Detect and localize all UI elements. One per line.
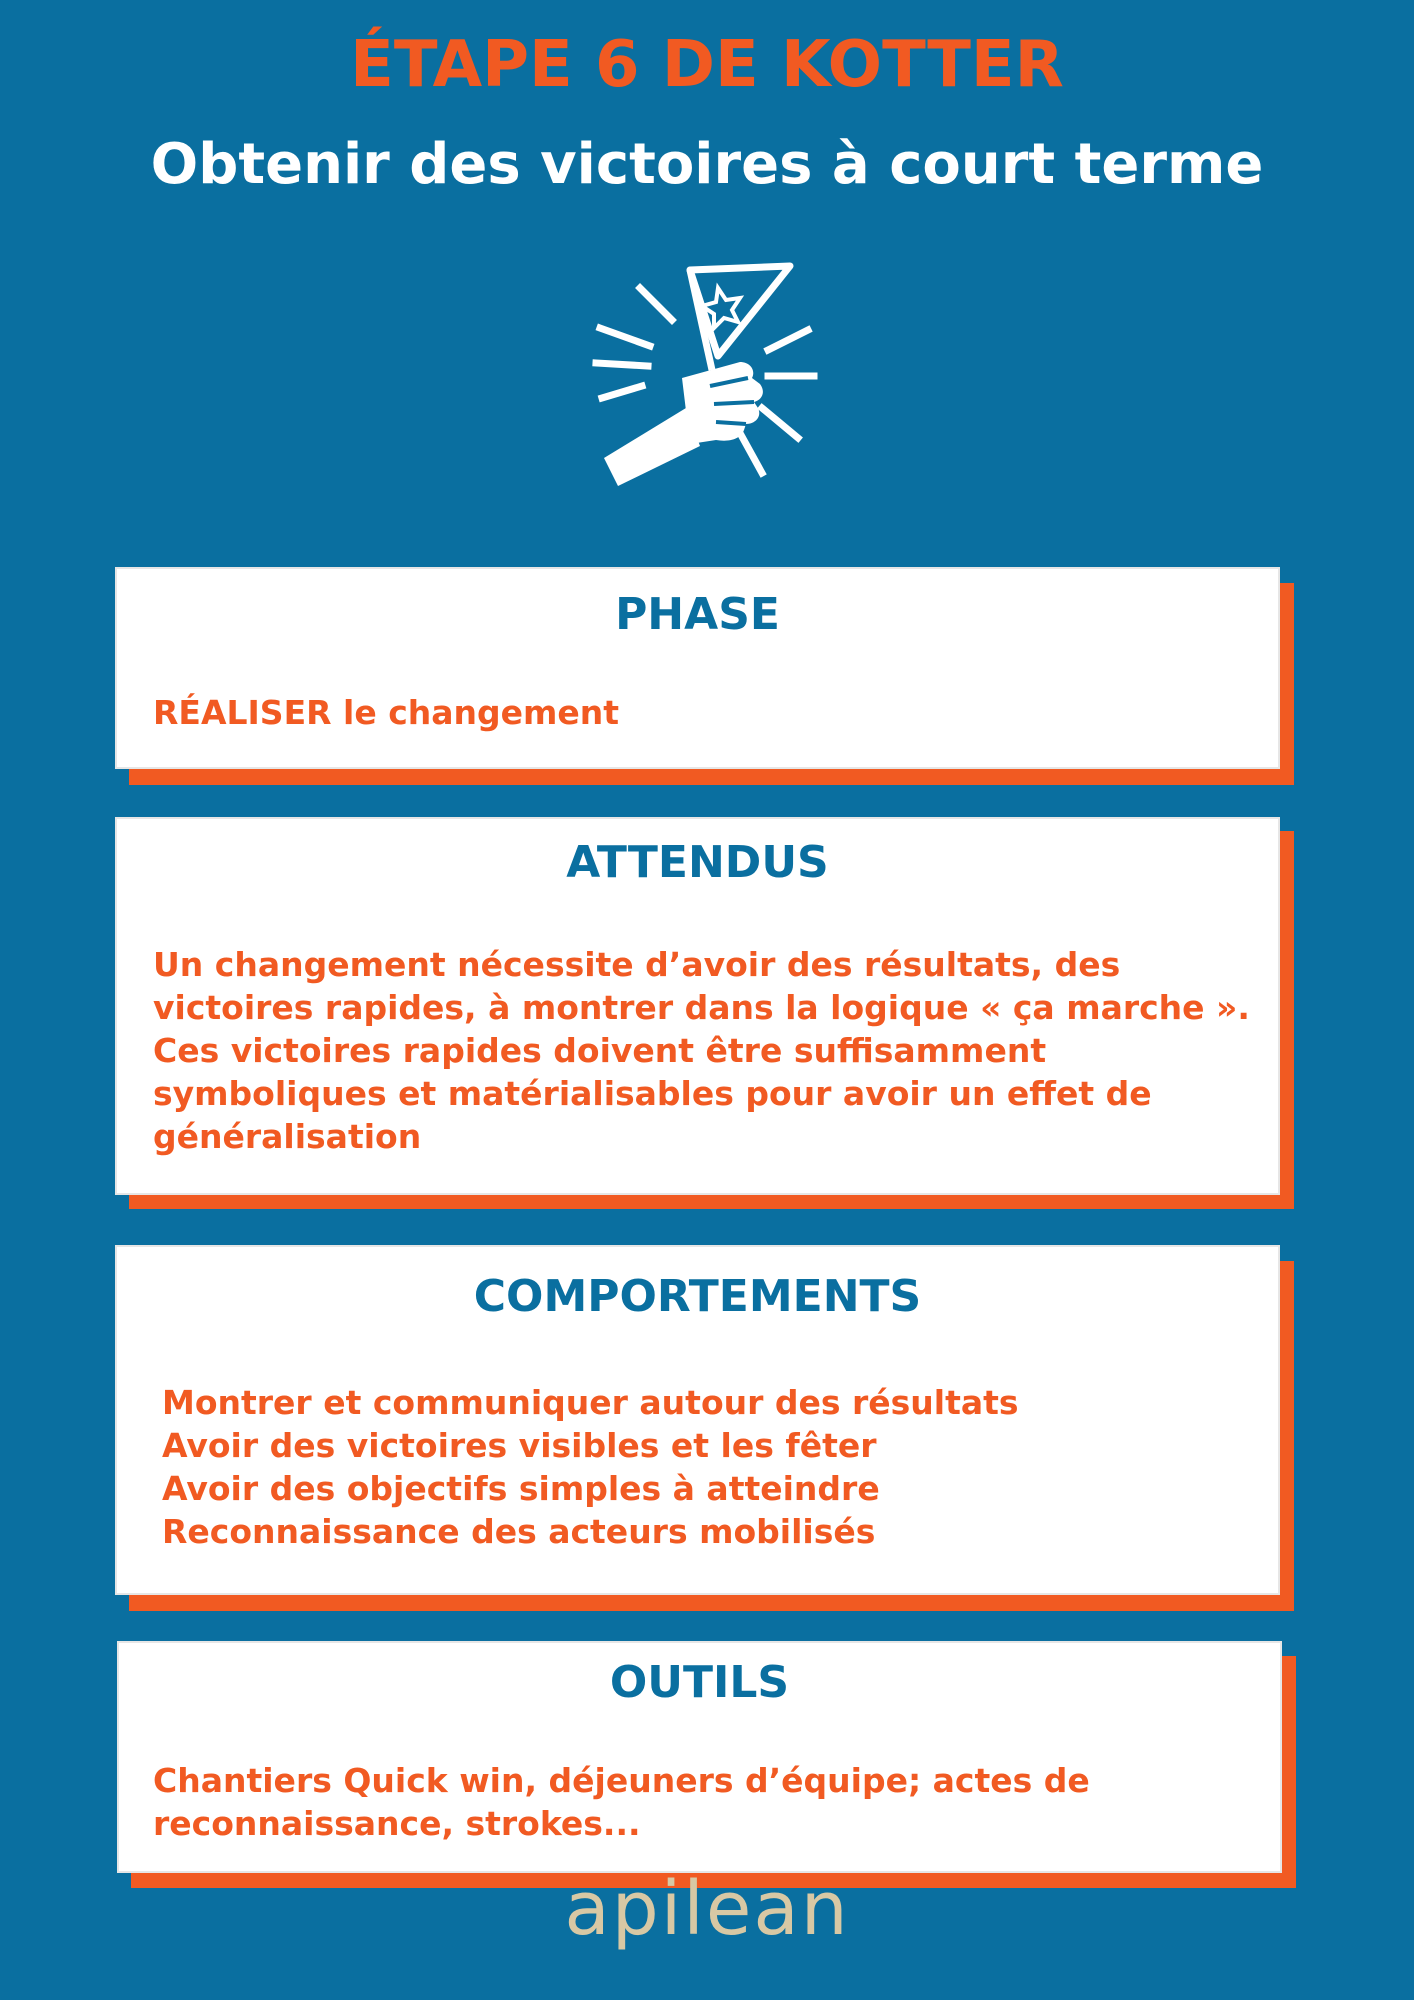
outils-body — [153, 1759, 1090, 1845]
comportements-line: Avoir des objectifs simples à atteindre — [162, 1469, 880, 1508]
attendus-line: symboliques et matérialisables pour avoir un effet de — [153, 1074, 1152, 1113]
comportements-title: COMPORTEMENTS — [473, 1271, 922, 1322]
phase-body — [153, 691, 619, 734]
comportements-line: Reconnaissance des acteurs mobilisés — [162, 1512, 876, 1551]
comportements-card — [115, 1245, 1280, 1595]
outils-line: Chantiers Quick win, déjeuners d’équipe; actes de — [153, 1761, 1090, 1800]
outils-line: reconnaissance, strokes... — [153, 1804, 641, 1843]
attendus-body — [153, 943, 1250, 1158]
page-title: ÉTAPE 6 DE KOTTER — [350, 28, 1064, 102]
attendus-line: généralisation — [153, 1117, 422, 1156]
phase-title: PHASE — [615, 589, 780, 640]
comportements-line: Montrer et communiquer autour des résultats — [162, 1383, 1019, 1422]
phase-line: RÉALISER le changement — [153, 693, 620, 732]
hand-holding-pennant-icon — [590, 258, 826, 488]
page-subtitle: Obtenir des victoires à court terme — [150, 132, 1264, 197]
attendus-card — [115, 817, 1280, 1195]
comportements-body — [162, 1381, 1019, 1553]
outils-title: OUTILS — [609, 1657, 790, 1708]
outils-card — [117, 1641, 1282, 1873]
attendus-line: Un changement nécessite d’avoir des résultats, des — [153, 945, 1121, 984]
attendus-line: Ces victoires rapides doivent être suffisamment — [153, 1031, 1047, 1070]
attendus-line: victoires rapides, à montrer dans la logique « ça marche ». — [153, 988, 1250, 1027]
apilean-logo: apilean — [564, 1866, 850, 1952]
comportements-line: Avoir des victoires visibles et les fêter — [162, 1426, 877, 1465]
phase-card — [115, 567, 1280, 769]
attendus-title: ATTENDUS — [566, 837, 829, 888]
